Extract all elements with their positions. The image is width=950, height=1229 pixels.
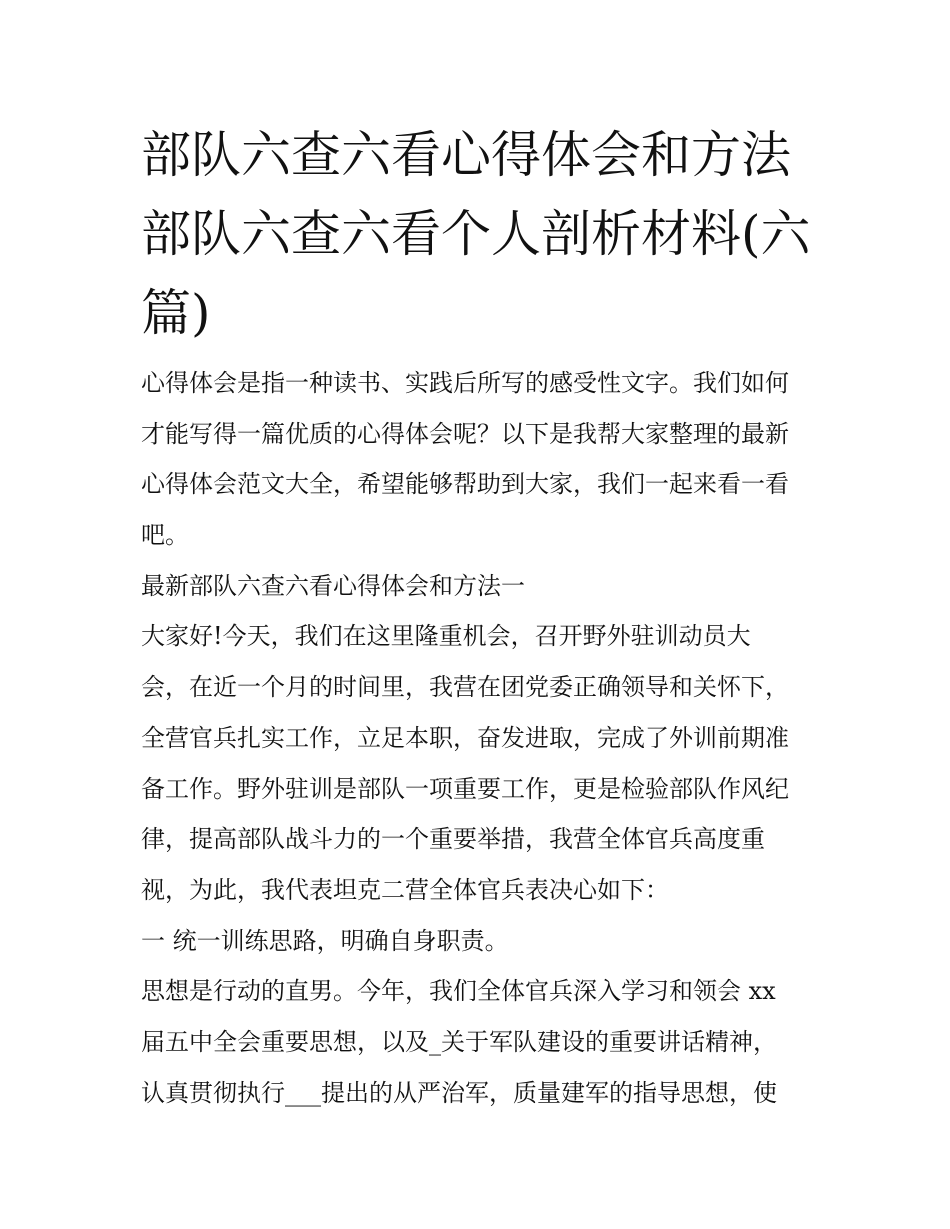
body-line: 吧。: [141, 521, 189, 550]
title-line: 篇): [141, 284, 211, 342]
document-body: [141, 358, 821, 1118]
body-line: 才能写得一篇优质的心得体会呢？以下是我帮大家整理的最新: [141, 419, 789, 448]
body-line: 备工作。野外驻训是部队一项重要工作，更是检验部队作风纪: [141, 774, 789, 803]
section-heading: 最新部队六查六看心得体会和方法一: [141, 571, 525, 600]
subsection-heading: 一 统一训练思路，明确自身职责。: [141, 926, 509, 955]
document-title: [141, 116, 831, 353]
body-line: 会，在近一个月的时间里，我营在团党委正确领导和关怀下，: [141, 673, 789, 702]
body-line: 届五中全会重要思想，以及_关于军队建设的重要讲话精神，: [141, 1027, 777, 1056]
body-line: 视，为此，我代表坦克二营全体官兵表决心如下：: [141, 875, 669, 904]
body-line: 思想是行动的直男。今年，我们全体官兵深入学习和领会 xx: [141, 977, 776, 1006]
body-line: 大家好!今天，我们在这里隆重机会，召开野外驻训动员大: [141, 622, 751, 651]
body-line: 心得体会范文大全，希望能够帮助到大家，我们一起来看一看: [141, 470, 789, 499]
body-line: 全营官兵扎实工作，立足本职，奋发进取，完成了外训前期准: [141, 723, 789, 752]
title-line: 部队六查六看个人剖析材料(六: [141, 205, 811, 263]
title-line: 部队六查六看心得体会和方法: [141, 126, 791, 184]
body-line: 心得体会是指一种读书、实践后所写的感受性文字。我们如何: [141, 369, 789, 397]
body-line: 律，提高部队战斗力的一个重要举措，我营全体官兵高度重: [141, 825, 765, 854]
body-line: 认真贯彻执行___提出的从严治军，质量建军的指导思想，使: [141, 1078, 777, 1107]
